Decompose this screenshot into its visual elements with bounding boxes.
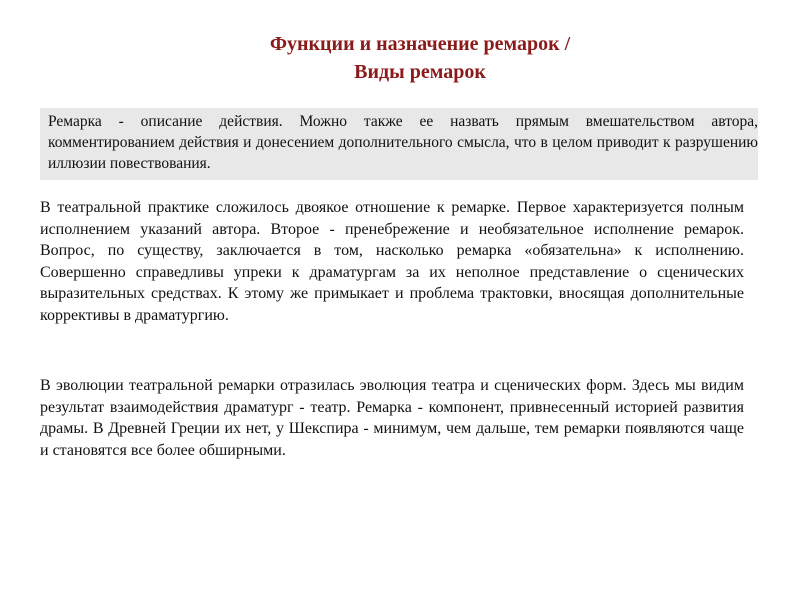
body-paragraph-2-block	[40, 375, 744, 461]
definition-box	[40, 108, 758, 180]
body-paragraph-1-block	[40, 197, 744, 326]
definition-text: Ремарка - описание действия. Можно также ее назвать прямым вмешательством автора, комментированием действия и донесением дополнительного смысла, что в целом приводит к разрушению иллюзии повествования.	[48, 113, 758, 172]
body-paragraph-2: В эволюции театральной ремарки отразилась эволюция театра и сценических форм. Здесь мы видим результат взаимодействия драматург - театр. Ремарка - компонент, привнесенный историей развития драмы. В Древней Греции их нет, у Шекспира - минимум, чем дальше, тем ремарки появляются чаще и становятся все более обширными.	[40, 377, 744, 459]
body-paragraph-1: В театральной практике сложилось двоякое отношение к ремарке. Первое характеризуется полным исполнением указаний автора. Второе - пренебрежение и необязательное исполнение ремарок. Вопрос, по существу, заключается в том, насколько ремарка «обязательна» к исполнению. Совершенно справедливы упреки к драматургам за их неполное представление о сценических выразительных средствах. К этому же примыкает и проблема трактовки, вносящая дополнительные коррективы в драматургию.	[40, 199, 744, 324]
page-title-line-1: Функции и назначение ремарок /	[269, 33, 571, 55]
page-title-line-2: Виды ремарок	[354, 61, 486, 83]
page-title	[130, 30, 710, 86]
